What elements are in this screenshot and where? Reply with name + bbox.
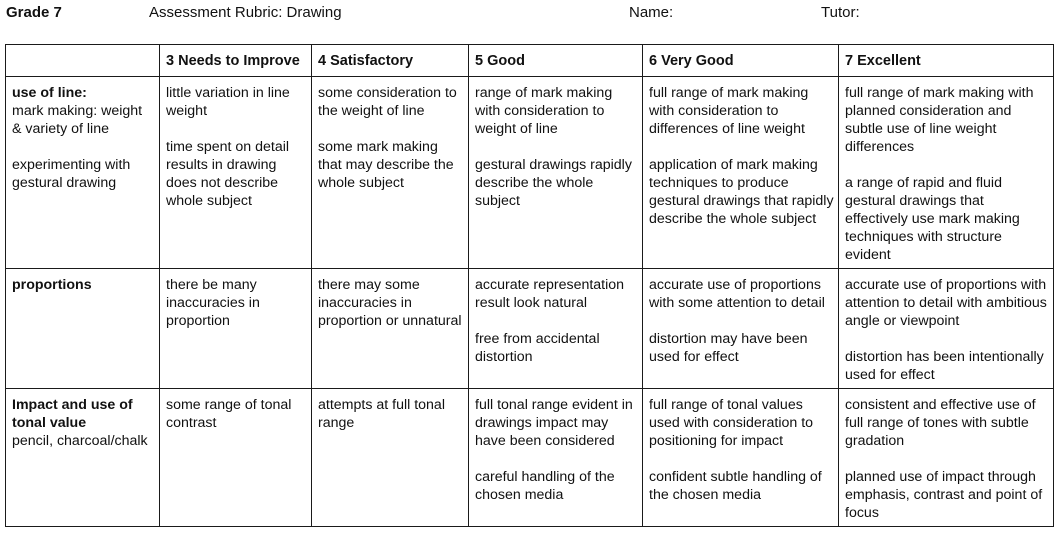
descriptor: distortion may have been used for effect bbox=[649, 331, 808, 365]
criterion-row-tonal-value bbox=[6, 389, 1054, 527]
criterion-cell bbox=[6, 389, 160, 527]
rubric-cell bbox=[312, 389, 469, 527]
tutor-label: Tutor: bbox=[821, 4, 860, 21]
descriptor: little variation in line weight bbox=[166, 85, 290, 119]
grade-label: Grade 7 bbox=[6, 4, 62, 21]
name-label: Name: bbox=[629, 4, 674, 21]
descriptor: time spent on detail results in drawing does not describe whole subject bbox=[166, 139, 290, 209]
descriptor: accurate use of proportions with some attention to detail bbox=[649, 277, 825, 311]
descriptor: careful handling of the chosen media bbox=[475, 469, 615, 503]
rubric-cell bbox=[839, 389, 1054, 527]
rubric-cell bbox=[643, 389, 839, 527]
criterion-desc: mark making: weight & variety of line bbox=[12, 103, 143, 137]
descriptor: full tonal range evident in drawings impact may have been considered bbox=[475, 397, 633, 449]
rubric-cell bbox=[160, 77, 312, 269]
rubric-cell bbox=[469, 269, 643, 389]
criterion-title: proportions bbox=[12, 277, 92, 293]
rubric-cell bbox=[469, 77, 643, 269]
rubric-cell bbox=[160, 389, 312, 527]
criterion-desc: pencil, charcoal/chalk bbox=[12, 433, 148, 449]
rubric-cell bbox=[839, 77, 1054, 269]
descriptor: free from accidental distortion bbox=[475, 331, 600, 365]
descriptor: distortion has been intentionally used for effect bbox=[845, 349, 1044, 383]
descriptor: full range of mark making with planned consideration and subtle use of line weight differences bbox=[845, 85, 1034, 155]
rubric-cell bbox=[643, 269, 839, 389]
level-header-6: 6 Very Good bbox=[643, 45, 839, 77]
descriptor: attempts at full tonal range bbox=[318, 397, 445, 431]
descriptor: consistent and effective use of full range of tones with subtle gradation bbox=[845, 397, 1036, 449]
descriptor: application of mark making techniques to produce gestural drawings that rapidly describe the whole subject bbox=[649, 157, 834, 227]
descriptor: gestural drawings rapidly describe the whole subject bbox=[475, 157, 632, 209]
rubric-cell bbox=[312, 269, 469, 389]
criterion-title: Impact and use of tonal value bbox=[12, 397, 133, 431]
criterion-cell bbox=[6, 269, 160, 389]
descriptor: full range of mark making with consideration to differences of line weight bbox=[649, 85, 809, 137]
criterion-cell bbox=[6, 77, 160, 269]
rubric-cell bbox=[839, 269, 1054, 389]
criterion-row-use-of-line bbox=[6, 77, 1054, 269]
descriptor: some consideration to the weight of line bbox=[318, 85, 457, 119]
level-header-5: 5 Good bbox=[469, 45, 643, 77]
descriptor: accurate representation result look natural bbox=[475, 277, 625, 311]
criterion-desc: experimenting with gestural drawing bbox=[12, 157, 131, 191]
descriptor: there be many inaccuracies in proportion bbox=[166, 277, 260, 329]
rubric-cell bbox=[312, 77, 469, 269]
rubric-cell bbox=[160, 269, 312, 389]
descriptor: a range of rapid and fluid gestural drawings that effectively use mark making techniques with structure evident bbox=[845, 175, 1020, 263]
descriptor: some range of tonal contrast bbox=[166, 397, 292, 431]
descriptor: accurate use of proportions with attention to detail with ambitious angle or viewpoint bbox=[845, 277, 1047, 329]
descriptor: confident subtle handling of the chosen media bbox=[649, 469, 822, 503]
level-header-7: 7 Excellent bbox=[839, 45, 1054, 77]
descriptor: full range of tonal values used with consideration to positioning for impact bbox=[649, 397, 814, 449]
header-blank-cell bbox=[6, 45, 160, 77]
rubric-cell bbox=[643, 77, 839, 269]
level-header-4: 4 Satisfactory bbox=[312, 45, 469, 77]
descriptor: some mark making that may describe the whole subject bbox=[318, 139, 454, 191]
criterion-row-proportions bbox=[6, 269, 1054, 389]
rubric-title: Assessment Rubric: Drawing bbox=[149, 4, 342, 21]
descriptor: there may some inaccuracies in proportion or unnatural bbox=[318, 277, 462, 329]
criterion-title: use of line: bbox=[12, 85, 87, 101]
header-row bbox=[6, 45, 1054, 77]
descriptor: planned use of impact through emphasis, contrast and point of focus bbox=[845, 469, 1043, 521]
descriptor: range of mark making with consideration to weight of line bbox=[475, 85, 613, 137]
rubric-cell bbox=[469, 389, 643, 527]
rubric-table bbox=[5, 44, 1054, 527]
level-header-3: 3 Needs to Improve bbox=[160, 45, 312, 77]
